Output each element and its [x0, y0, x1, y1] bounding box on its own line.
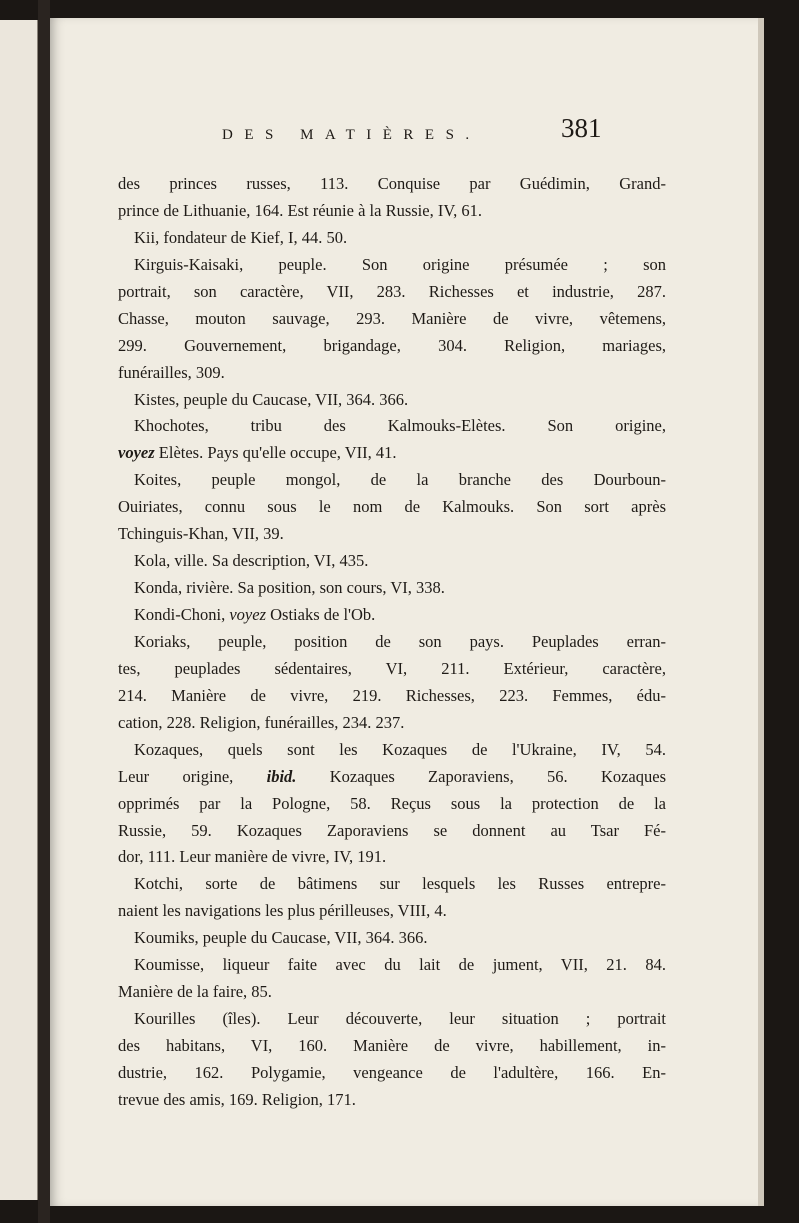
index-line	[118, 952, 666, 979]
index-line	[118, 1060, 666, 1087]
index-line	[118, 1033, 666, 1060]
index-line	[118, 898, 666, 925]
index-line-text: Russie, 59. Kozaques Zaporaviens se donnent au Tsar Fé-	[118, 820, 666, 840]
index-line-text: Koumisse, liqueur faite avec du lait de jument, VII, 21. 84.	[134, 955, 666, 975]
index-line	[118, 656, 666, 683]
index-line	[118, 521, 666, 548]
index-line-text: Ostiaks de l'Ob.	[266, 605, 376, 624]
index-line	[118, 306, 666, 333]
index-line-text: 299. Gouvernement, brigandage, 304. Religion, mariages,	[118, 335, 666, 355]
index-line-text: Leur origine,	[118, 766, 267, 786]
index-line	[118, 198, 666, 225]
index-line-text: cation, 228. Religion, funérailles, 234. 237.	[118, 712, 405, 732]
index-line	[118, 602, 666, 629]
index-line-text: trevue des amis, 169. Religion, 171.	[118, 1089, 356, 1109]
index-line-text: Kozaques, quels sont les Kozaques de l'Ukraine, IV, 54.	[134, 739, 666, 759]
index-line-text: Kola, ville. Sa description, VI, 435.	[134, 551, 369, 571]
index-line	[118, 413, 666, 440]
index-line	[118, 629, 666, 656]
index-line-text: Kii, fondateur de Kief, I, 44. 50.	[134, 227, 348, 247]
index-line	[118, 1006, 666, 1033]
index-line	[118, 225, 666, 252]
index-line-text: tes, peuplades sédentaires, VI, 211. Extérieur, caractère,	[118, 658, 666, 678]
index-line-text: opprimés par la Pologne, 58. Reçus sous la protection de la	[118, 793, 666, 813]
index-line-italic-text: ibid.	[266, 766, 297, 786]
running-title: DES MATIÈRES.	[222, 127, 481, 143]
page-number: 381	[561, 113, 602, 143]
index-line-text: Konda, rivière. Sa position, son cours, VI, 338.	[134, 578, 445, 598]
index-line	[118, 252, 666, 279]
facing-page-edge	[0, 20, 38, 1200]
index-line	[118, 360, 666, 387]
running-head	[50, 112, 758, 152]
index-line-text: Koites, peuple mongol, de la branche des Dourboun-	[134, 470, 666, 490]
index-line-italic-text: voyez	[118, 443, 155, 463]
index-line	[118, 764, 666, 791]
index-line-text: Kourilles (îles). Leur découverte, leur situation ; portrait	[134, 1009, 666, 1029]
index-line	[118, 1087, 666, 1114]
index-line-text: Koriaks, peuple, position de son pays. Peuplades erran-	[134, 631, 666, 651]
index-line	[118, 683, 666, 710]
index-line	[118, 171, 666, 198]
page-fore-edge	[758, 18, 764, 1206]
index-line	[118, 494, 666, 521]
index-line	[118, 925, 666, 952]
index-line-text: prince de Lithuanie, 164. Est réunie à la Russie, IV, 61.	[118, 200, 482, 220]
index-line-italic-text: voyez	[229, 605, 266, 624]
index-line	[118, 791, 666, 818]
index-line-text: funérailles, 309.	[118, 362, 225, 382]
index-line	[118, 818, 666, 845]
index-line	[118, 467, 666, 494]
index-line	[118, 710, 666, 737]
index-line	[118, 548, 666, 575]
index-line	[118, 440, 666, 467]
index-line-text: 214. Manière de vivre, 219. Richesses, 223. Femmes, édu-	[118, 685, 666, 705]
index-line-text: naient les navigations les plus périlleuses, VIII, 4.	[118, 901, 447, 921]
index-line-text: Tchinguis-Khan, VII, 39.	[118, 524, 284, 544]
book-gutter	[38, 0, 50, 1223]
index-line	[118, 871, 666, 898]
index-line	[118, 279, 666, 306]
index-line-text: dor, 111. Leur manière de vivre, IV, 191.	[118, 847, 387, 867]
index-line	[118, 387, 666, 414]
index-line-text: Manière de la faire, 85.	[118, 982, 272, 1002]
index-line	[118, 575, 666, 602]
index-line-text: des habitans, VI, 160. Manière de vivre, habillement, in-	[118, 1036, 666, 1055]
index-line-text: Chasse, mouton sauvage, 293. Manière de vivre, vêtemens,	[118, 308, 666, 328]
book-page	[50, 18, 758, 1206]
index-line-text: Kistes, peuple du Caucase, VII, 364. 366.	[134, 389, 409, 409]
index-line-text: Koumiks, peuple du Caucase, VII, 364. 366.	[134, 928, 428, 948]
index-line-text: Kotchi, sorte de bâtimens sur lesquels les Russes entrepre-	[134, 874, 666, 894]
index-line-text: Kirguis-Kaisaki, peuple. Son origine présumée ; son	[134, 254, 666, 274]
index-line	[118, 979, 666, 1006]
index-line-text: Khochotes, tribu des Kalmouks-Elètes. Son origine,	[134, 416, 666, 436]
index-line	[118, 737, 666, 764]
index-line-text: des princes russes, 113. Conquise par Guédimin, Grand-	[118, 174, 666, 193]
index-line-text: Elètes. Pays qu'elle occupe, VII, 41.	[154, 443, 397, 463]
index-line	[118, 844, 666, 871]
index-line-text: portrait, son caractère, VII, 283. Richesses et industrie, 287.	[118, 281, 666, 301]
index-line-text: Kondi-Choni,	[134, 605, 230, 624]
index-line-text: Ouiriates, connu sous le nom de Kalmouks. Son sort après	[118, 497, 666, 517]
index-line	[118, 333, 666, 360]
index-line-text: Kozaques Zaporaviens, 56. Kozaques	[296, 766, 666, 786]
index-text-block	[118, 171, 666, 1114]
index-line-text: dustrie, 162. Polygamie, vengeance de l'adultère, 166. En-	[118, 1062, 666, 1082]
